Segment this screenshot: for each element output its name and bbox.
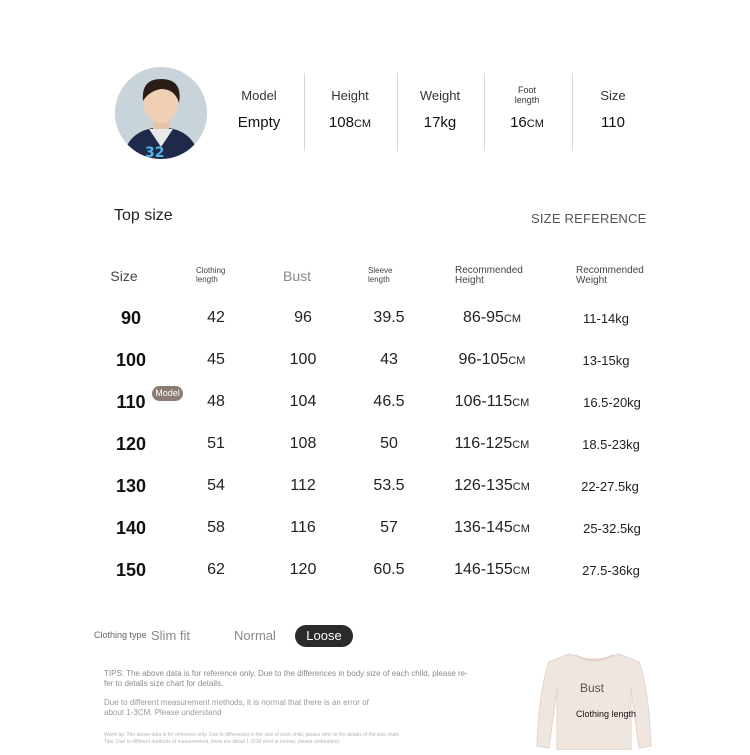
shirt-icon: [535, 650, 653, 750]
tips-line: Warm tip: The above data is for reference only. Due to differences in the size of each child, please refer to the details of the size chart.: [104, 732, 400, 738]
cell-height-unit: CM: [508, 355, 526, 367]
cell-sleeve: 43: [380, 351, 398, 368]
cell-size: 110: [116, 392, 146, 412]
header-clothing-length: [196, 266, 225, 284]
foot-unit: CM: [526, 118, 544, 130]
header-rec-weight-line2: Weight: [576, 275, 607, 286]
header-sleeve-line2: length: [368, 275, 390, 284]
cell-height-unit: CM: [512, 481, 530, 493]
cell-length: 58: [207, 519, 225, 536]
size-column: [580, 80, 646, 131]
section-title: Top size: [114, 207, 173, 224]
cell-bust: 96: [294, 309, 312, 326]
fit-option-loose-selected: Loose: [295, 625, 353, 647]
cell-weight: 25-32.5kg: [583, 521, 641, 536]
header-rec-weight-line1: Recommended: [576, 265, 644, 276]
cell-weight: 13-15kg: [582, 353, 630, 368]
garment-bust-label: Bust: [580, 681, 605, 695]
size-value: 110: [601, 114, 625, 131]
cell-height: [454, 561, 530, 579]
cell-sleeve: 39.5: [373, 309, 405, 326]
divider: [484, 73, 485, 151]
cell-height: [454, 477, 530, 495]
tips-line: TIPS: The above data is for reference only. Due to the differences in body size of each child, please re-: [104, 669, 468, 678]
foot-value: [494, 114, 560, 131]
header-size: Size: [110, 268, 138, 284]
cell-height-unit: CM: [512, 523, 530, 535]
cell-height-value: 126-135: [454, 477, 513, 494]
weight-column: [405, 80, 475, 131]
cell-size: 100: [115, 350, 147, 370]
model-value: Empty: [237, 114, 281, 131]
cell-height: [455, 393, 530, 411]
divider: [304, 73, 305, 151]
tips-paragraph-2: [104, 698, 499, 718]
svg-text:32: 32: [145, 145, 165, 159]
header-recommended-weight: [576, 266, 644, 286]
cell-size: 120: [115, 434, 147, 454]
cell-height-value: 96-105: [458, 351, 509, 368]
cell-length: 62: [207, 561, 225, 578]
cell-weight: 18.5-23kg: [582, 437, 640, 452]
cell-height-value: 136-145: [454, 519, 513, 536]
height-value: [315, 114, 385, 131]
header-clothing-length-line1: Clothing: [196, 266, 226, 275]
cell-bust: 116: [290, 519, 316, 536]
divider: [572, 73, 573, 151]
cell-sleeve: 60.5: [373, 561, 405, 578]
tips-line: Tips: Due to different methods of measurement, there are about 1-3CM error is normal, please understand.: [104, 739, 341, 745]
cell-bust: 104: [289, 393, 317, 410]
foot-label-line2: length: [514, 95, 540, 105]
fit-option-normal: Normal: [234, 628, 276, 643]
size-label: Size: [600, 87, 626, 103]
tips-line: Due to different measurement methods, it is normal that there is an error of: [104, 698, 369, 707]
cell-weight: 22-27.5kg: [581, 479, 639, 494]
cell-weight: 16.5-20kg: [583, 395, 641, 410]
model-label: Model: [241, 87, 277, 103]
cell-sleeve: 57: [380, 519, 398, 536]
cell-height-unit: CM: [512, 439, 530, 451]
cell-weight: 11-14kg: [582, 311, 630, 326]
foot-label: [494, 80, 560, 110]
height-unit: CM: [353, 118, 372, 130]
height-number: 108: [328, 114, 354, 131]
header-rec-height-line2: Height: [455, 275, 484, 286]
cell-length: 51: [207, 435, 225, 452]
foot-label-line1: Foot: [517, 85, 536, 95]
cell-height-value: 116-125: [454, 435, 513, 452]
size-reference-label: SIZE REFERENCE: [531, 211, 647, 226]
cell-height-value: 146-155: [454, 561, 513, 578]
cell-weight: 27.5-36kg: [582, 563, 640, 578]
foot-column: [494, 80, 560, 131]
cell-bust: 112: [290, 477, 316, 494]
divider: [397, 73, 398, 151]
header-recommended-height: [455, 266, 523, 286]
cell-length: 42: [207, 309, 225, 326]
tips-line: about 1-3CM. Please understand: [104, 708, 222, 717]
cell-sleeve: 53.5: [373, 477, 405, 494]
cell-length: 54: [207, 477, 225, 494]
header-rec-height-line1: Recommended: [455, 265, 523, 276]
weight-label: Weight: [419, 87, 461, 103]
cell-height: [455, 435, 530, 453]
cell-bust: 100: [289, 351, 317, 368]
cell-bust: 120: [289, 561, 317, 578]
cell-size: 150: [115, 560, 147, 580]
header-sleeve-line1: Sleeve: [368, 266, 393, 275]
height-column: [315, 80, 385, 131]
cell-height: [454, 519, 530, 537]
cell-length: 48: [207, 393, 225, 410]
cell-bust: 108: [289, 435, 317, 452]
model-column: [226, 80, 292, 131]
model-size-tag: Model: [152, 386, 183, 401]
tips-paragraph-3: [104, 732, 499, 746]
cell-size: 130: [115, 476, 147, 496]
tips-paragraph-1: [104, 669, 499, 689]
model-photo-icon: [115, 67, 207, 159]
foot-number: 16: [510, 114, 527, 131]
cell-height-unit: CM: [503, 313, 522, 325]
tips-line: fer to details size chart for details.: [104, 679, 224, 688]
cell-height-unit: CM: [512, 397, 530, 409]
cell-sleeve: 46.5: [373, 393, 405, 410]
header-clothing-length-line2: length: [196, 275, 218, 284]
cell-length: 45: [207, 351, 225, 368]
garment-illustration: [535, 650, 653, 750]
garment-length-label: Clothing length: [576, 709, 637, 719]
cell-height: [459, 351, 526, 369]
cell-height-unit: CM: [512, 565, 530, 577]
clothing-type-label: Clothing type: [94, 630, 147, 640]
cell-height: [463, 309, 521, 327]
model-avatar: [115, 67, 207, 159]
cell-sleeve: 50: [380, 435, 398, 452]
weight-value: 17kg: [423, 114, 457, 131]
cell-size: 140: [115, 518, 147, 538]
height-label: Height: [331, 87, 369, 103]
header-sleeve-length: [368, 266, 392, 284]
fit-option-slim: Slim fit: [151, 628, 190, 643]
cell-height-value: 86-95: [462, 309, 504, 326]
cell-height-value: 106-115: [454, 393, 513, 410]
cell-size: 90: [120, 308, 142, 328]
header-bust: Bust: [282, 268, 312, 284]
